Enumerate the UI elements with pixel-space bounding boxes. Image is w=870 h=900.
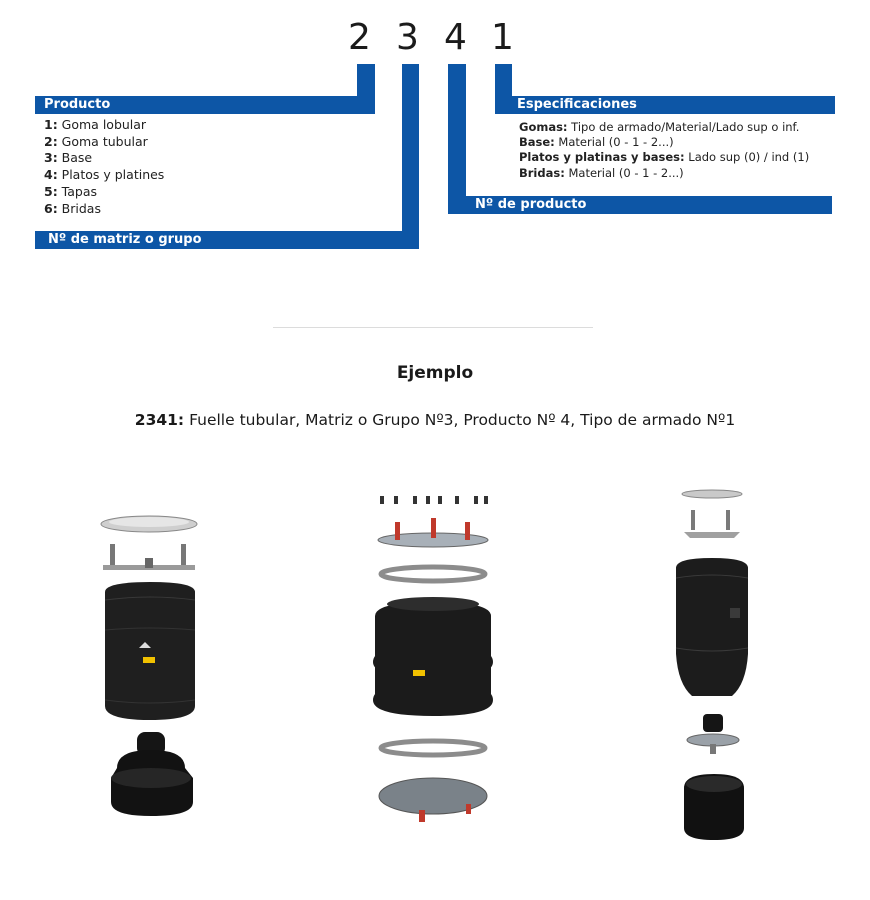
connector-nproducto xyxy=(448,64,466,214)
especificaciones-bar xyxy=(495,96,835,114)
nproducto-title: Nº de producto xyxy=(475,197,587,212)
divider xyxy=(273,327,593,328)
example-code: 2341: xyxy=(134,411,185,429)
example-description xyxy=(0,411,870,429)
list-item: Bridas: Material (0 - 1 - 2...) xyxy=(519,165,684,180)
matriz-title: Nº de matriz o grupo xyxy=(48,232,202,247)
producto-bar xyxy=(35,96,375,114)
list-item: Platos y platinas y bases: Lado sup (0) / ind (1) xyxy=(519,150,810,165)
list-item: 4: Platos y platines xyxy=(44,167,165,183)
list-item: 6: Bridas xyxy=(44,200,101,216)
code-digit-4: 1 xyxy=(491,17,514,58)
list-item: Gomas: Tipo de armado/Material/Lado sup o inf. xyxy=(519,120,800,134)
air-spring-exploded-left xyxy=(95,510,205,820)
code-digit-1: 2 xyxy=(348,17,371,58)
code-digit-2: 3 xyxy=(396,17,419,58)
air-spring-exploded-right xyxy=(670,488,760,844)
list-item: 1: Goma lobular xyxy=(44,117,147,132)
producto-title: Producto xyxy=(44,97,111,112)
list-item: 3: Base xyxy=(44,150,93,166)
list-item: 2: Goma tubular xyxy=(44,133,148,149)
code-digit-3: 4 xyxy=(444,17,467,58)
especificaciones-list xyxy=(519,120,809,181)
matriz-bar xyxy=(35,231,419,249)
list-item: 5: Tapas xyxy=(44,183,98,199)
list-item: Base: Material (0 - 1 - 2...) xyxy=(519,135,674,150)
especificaciones-title: Especificaciones xyxy=(517,97,637,112)
example-text: Fuelle tubular, Matriz o Grupo Nº3, Producto Nº 4, Tipo de armado Nº1 xyxy=(184,411,736,429)
air-spring-exploded-center xyxy=(365,492,500,828)
nproducto-bar xyxy=(448,196,832,214)
connector-matriz xyxy=(402,64,419,249)
producto-list xyxy=(44,117,164,217)
example-heading: Ejemplo xyxy=(396,363,474,383)
